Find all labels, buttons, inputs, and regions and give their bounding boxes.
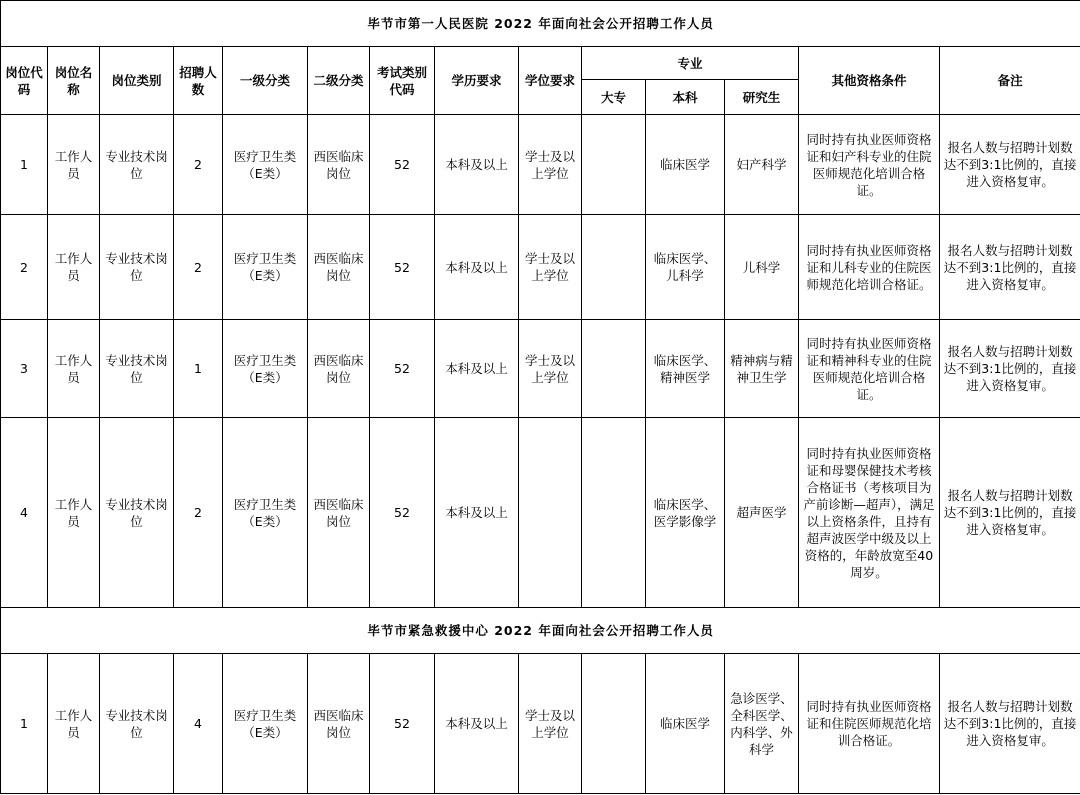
cell-cat2: 西医临床岗位 (308, 215, 370, 320)
cell-major-dz (582, 320, 646, 418)
cell-category: 专业技术岗位 (100, 115, 174, 215)
cell-major-dz (582, 215, 646, 320)
header-count: 招聘人数 (174, 47, 223, 115)
cell-degree: 学士及以上学位 (519, 115, 582, 215)
cell-name: 工作人员 (48, 320, 100, 418)
cell-exam: 52 (370, 418, 435, 608)
cell-major-dz (582, 115, 646, 215)
cell-major-bk: 临床医学、医学影像学 (646, 418, 725, 608)
cell-major-yjs: 妇产科学 (725, 115, 799, 215)
table-row (1, 215, 1080, 320)
cell-code: 3 (1, 320, 48, 418)
cell-major-dz (582, 418, 646, 608)
cell-exam: 52 (370, 115, 435, 215)
cell-exam: 52 (370, 320, 435, 418)
cell-notes: 报名人数与招聘计划数达不到3:1比例的，直接进入资格复审。 (940, 320, 1080, 418)
table-row (1, 654, 1080, 794)
cell-category: 专业技术岗位 (100, 418, 174, 608)
table-title-1: 毕节市第一人民医院 2022 年面向社会公开招聘工作人员 (1, 1, 1080, 47)
cell-major-bk: 临床医学、精神医学 (646, 320, 725, 418)
table-row (1, 115, 1080, 215)
cell-exam: 52 (370, 215, 435, 320)
cell-other: 同时持有执业医师资格证和儿科专业的住院医师规范化培训合格证。 (799, 215, 940, 320)
cell-major-bk: 临床医学 (646, 115, 725, 215)
cell-code: 1 (1, 654, 48, 794)
cell-cat1: 医疗卫生类（E类） (223, 215, 308, 320)
header-major-bk: 本科 (646, 80, 725, 115)
header-major: 专业 (582, 47, 799, 80)
cell-notes: 报名人数与招聘计划数达不到3:1比例的，直接进入资格复审。 (940, 215, 1080, 320)
cell-code: 4 (1, 418, 48, 608)
header-major-yjs: 研究生 (725, 80, 799, 115)
cell-major-bk: 临床医学、儿科学 (646, 215, 725, 320)
cell-degree: 学士及以上学位 (519, 215, 582, 320)
header-other: 其他资格条件 (799, 47, 940, 115)
cell-degree: 学士及以上学位 (519, 654, 582, 794)
header-degree: 学位要求 (519, 47, 582, 115)
header-cat2: 二级分类 (308, 47, 370, 115)
cell-major-dz (582, 654, 646, 794)
cell-category: 专业技术岗位 (100, 215, 174, 320)
header-name: 岗位名称 (48, 47, 100, 115)
cell-edu: 本科及以上 (435, 115, 519, 215)
cell-other: 同时持有执业医师资格证和精神科专业的住院医师规范化培训合格证。 (799, 320, 940, 418)
cell-cat1: 医疗卫生类（E类） (223, 418, 308, 608)
cell-other: 同时持有执业医师资格证和妇产科专业的住院医师规范化培训合格证。 (799, 115, 940, 215)
cell-code: 1 (1, 115, 48, 215)
cell-count: 4 (174, 654, 223, 794)
cell-other: 同时持有执业医师资格证和母婴保健技术考核合格证书（考核项目为产前诊断—超声），满足以上资格条件，且持有超声波医学中级及以上资格的，年龄放宽至40周岁。 (799, 418, 940, 608)
cell-degree (519, 418, 582, 608)
cell-major-yjs: 超声医学 (725, 418, 799, 608)
cell-name: 工作人员 (48, 215, 100, 320)
cell-degree: 学士及以上学位 (519, 320, 582, 418)
header-category: 岗位类别 (100, 47, 174, 115)
cell-cat2: 西医临床岗位 (308, 654, 370, 794)
cell-code: 2 (1, 215, 48, 320)
cell-cat1: 医疗卫生类（E类） (223, 654, 308, 794)
cell-cat2: 西医临床岗位 (308, 418, 370, 608)
cell-count: 2 (174, 115, 223, 215)
cell-count: 2 (174, 418, 223, 608)
cell-count: 1 (174, 320, 223, 418)
cell-notes: 报名人数与招聘计划数达不到3:1比例的，直接进入资格复审。 (940, 115, 1080, 215)
cell-category: 专业技术岗位 (100, 320, 174, 418)
cell-cat2: 西医临床岗位 (308, 320, 370, 418)
cell-other: 同时持有执业医师资格证和住院医师规范化培训合格证。 (799, 654, 940, 794)
cell-name: 工作人员 (48, 654, 100, 794)
cell-category: 专业技术岗位 (100, 654, 174, 794)
header-major-dz: 大专 (582, 80, 646, 115)
cell-major-yjs: 急诊医学、全科医学、内科学、外科学 (725, 654, 799, 794)
cell-edu: 本科及以上 (435, 418, 519, 608)
cell-name: 工作人员 (48, 418, 100, 608)
cell-edu: 本科及以上 (435, 654, 519, 794)
cell-exam: 52 (370, 654, 435, 794)
cell-notes: 报名人数与招聘计划数达不到3:1比例的，直接进入资格复审。 (940, 654, 1080, 794)
cell-edu: 本科及以上 (435, 320, 519, 418)
cell-major-bk: 临床医学 (646, 654, 725, 794)
cell-major-yjs: 儿科学 (725, 215, 799, 320)
table-row (1, 418, 1080, 608)
cell-notes: 报名人数与招聘计划数达不到3:1比例的，直接进入资格复审。 (940, 418, 1080, 608)
cell-name: 工作人员 (48, 115, 100, 215)
header-exam: 考试类别代码 (370, 47, 435, 115)
cell-cat1: 医疗卫生类（E类） (223, 115, 308, 215)
cell-cat2: 西医临床岗位 (308, 115, 370, 215)
cell-cat1: 医疗卫生类（E类） (223, 320, 308, 418)
header-notes: 备注 (940, 47, 1080, 115)
table-title-2: 毕节市紧急救援中心 2022 年面向社会公开招聘工作人员 (1, 608, 1080, 654)
cell-major-yjs: 精神病与精神卫生学 (725, 320, 799, 418)
header-code: 岗位代码 (1, 47, 48, 115)
cell-count: 2 (174, 215, 223, 320)
table-row (1, 320, 1080, 418)
header-edu: 学历要求 (435, 47, 519, 115)
cell-edu: 本科及以上 (435, 215, 519, 320)
header-cat1: 一级分类 (223, 47, 308, 115)
